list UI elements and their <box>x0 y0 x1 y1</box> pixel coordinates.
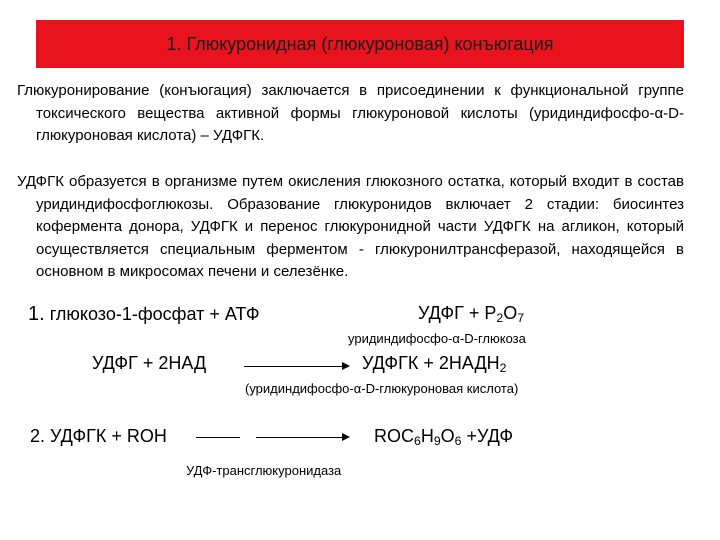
reaction-2-left <box>30 426 167 447</box>
reaction-1b-reactants: УДФГ + 2НАД <box>92 353 207 373</box>
reaction-1-reactants: глюкозо-1-фосфат + АТФ <box>49 304 260 324</box>
reaction-1b-note: (уридиндифосфо-α-D-глюкуроновая кислота) <box>245 381 519 396</box>
slide-title: 1. Глюкуронидная (глюкуроновая) конъюгация <box>166 33 554 54</box>
reaction-1b-products: УДФГК + $2НАДН_2$ <box>362 353 507 376</box>
reaction-1-products: УДФГ + $Р_2О_7$ <box>418 303 525 326</box>
reaction-2-products: $ROC_6H_9O_6 +УДФ$ <box>374 426 514 449</box>
reaction-arrow <box>256 437 348 438</box>
reaction-arrow <box>244 366 348 367</box>
reaction-2-note: УДФ-трансглюкуронидаза <box>186 463 342 478</box>
reaction-1-left <box>28 303 260 326</box>
reaction-2-number: 2. <box>30 426 46 446</box>
reaction-1-number: 1. <box>28 303 45 325</box>
reaction-1-note: уридиндифосфо-α-D-глюкоза <box>348 331 526 346</box>
paragraph-udpga-formation: УДФГК образуется в организме путем окисления глюкозного остатка, который входит в состав уридиндифосфоглюкозы. Образование глюкуронидов включает 2 стадии: биосинтез кофермента донора, УДФГК и перенос глюкуронидной части УДФГК на агликон, который осуществляется специальным ферментом - глюкуронилтрансферазой, находящейся в основном в микросомах печени и селезёнке. <box>17 173 684 280</box>
reaction-2-reactants: УДФГК + ROH <box>50 426 167 446</box>
reaction-line <box>196 437 240 438</box>
title-banner <box>36 20 684 68</box>
paragraph-glucuronidation: Глюкуронирование (конъюгация) заключается в присоединении к функциональной группе токсического вещества активной формы глюкуроновой кислоты (уридиндифосфо-α-D-глюкуроновая кислота) – УДФГК. <box>17 82 684 144</box>
